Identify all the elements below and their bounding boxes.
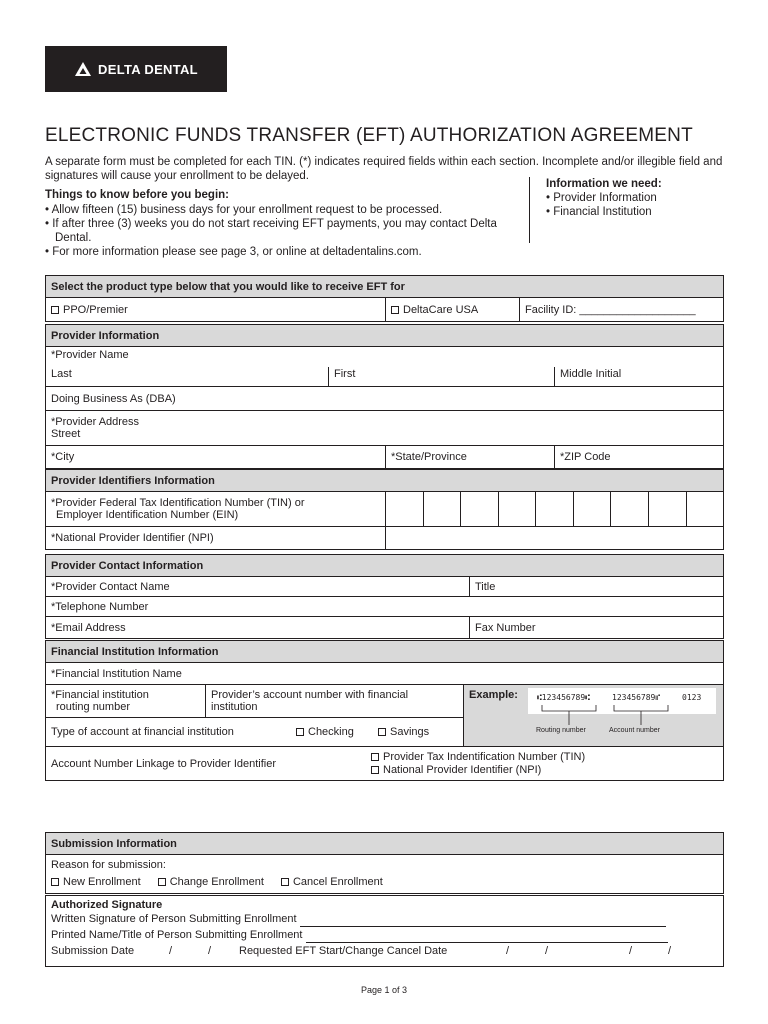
identifiers-header: Provider Identifiers Information (46, 470, 723, 492)
cancel-enrollment-label: Cancel Enrollment (292, 876, 383, 888)
tin-digit-box[interactable] (536, 492, 574, 526)
submission-header: Submission Information (46, 833, 723, 855)
phone-label: *Telephone Number (51, 600, 149, 613)
tin-digit-box[interactable] (386, 492, 424, 526)
npi-label: *National Provider Identifier (NPI) (51, 532, 214, 544)
deltacare-label: DeltaCare USA (403, 303, 479, 316)
institution-name-label: *Financial Institution Name (51, 667, 182, 680)
change-enrollment-option[interactable] (158, 876, 264, 888)
written-signature-line[interactable] (300, 917, 666, 927)
signature-section (45, 895, 724, 967)
routing-number-field[interactable] (46, 685, 206, 717)
new-enrollment-label: New Enrollment (63, 876, 141, 888)
tin-digit-box[interactable] (687, 492, 724, 526)
provider-name-label: *Provider Name (51, 349, 129, 361)
financial-header: Financial Institution Information (46, 641, 723, 663)
printed-name-row[interactable] (51, 927, 718, 943)
date-slash: / (629, 945, 633, 957)
middle-initial-field[interactable] (555, 367, 723, 386)
address-field[interactable] (46, 411, 723, 445)
link-tin-label: Provider Tax Indentification Number (TIN) (383, 750, 586, 763)
delta-triangle-icon (74, 61, 92, 77)
tin-label-cell (46, 492, 386, 526)
account-type-label: Type of account at financial institution (51, 726, 234, 738)
deltacare-checkbox[interactable] (391, 306, 399, 314)
first-name-label: First (334, 368, 356, 380)
state-field[interactable] (386, 446, 555, 468)
submission-section (45, 832, 724, 894)
last-name-field[interactable] (46, 367, 329, 386)
deltacare-option[interactable] (386, 298, 520, 321)
product-header: Select the product type below that you would like to receive EFT for (46, 276, 723, 298)
delta-dental-logo (45, 46, 227, 92)
account-label: Provider’s account number with financial (211, 689, 409, 701)
account-number-field[interactable] (206, 685, 463, 717)
product-section (45, 275, 724, 322)
things-item: • Allow fifteen (15) business days for your enrollment request to be processed. (45, 204, 443, 216)
logo-text: DELTA DENTAL (98, 61, 198, 77)
savings-label: Savings (390, 726, 430, 738)
link-npi-label: National Provider Identifier (NPI) (383, 763, 542, 776)
link-tin-checkbox[interactable] (371, 753, 379, 761)
need-item: • Provider Information (546, 192, 657, 204)
change-enrollment-checkbox[interactable] (158, 878, 166, 886)
city-label: *City (51, 451, 75, 463)
routing-caption: Routing number (536, 727, 586, 734)
tin-digit-box[interactable] (574, 492, 612, 526)
micr-account: 123456789⑈ (612, 693, 661, 702)
check-example (464, 685, 723, 746)
account-caption: Account number (609, 727, 660, 734)
signature-title: Authorized Signature (51, 899, 163, 911)
email-field[interactable] (46, 617, 470, 638)
linkage-label-cell (46, 747, 366, 780)
email-label: *Email Address (51, 621, 126, 634)
checking-checkbox[interactable] (296, 728, 304, 736)
contact-name-field[interactable] (46, 577, 470, 596)
tin-digit-box[interactable] (611, 492, 649, 526)
savings-option[interactable] (378, 726, 429, 738)
contact-header: Provider Contact Information (46, 555, 723, 577)
provider-header: Provider Information (46, 325, 723, 347)
fax-field[interactable] (470, 617, 723, 638)
submission-date-label: Submission Date (51, 945, 135, 957)
date-slash: / (506, 945, 510, 957)
npi-field[interactable] (386, 527, 723, 549)
contact-title-label: Title (475, 580, 496, 593)
reason-label: Reason for submission: (51, 859, 166, 871)
linkage-options (366, 747, 723, 780)
tin-digit-box[interactable] (461, 492, 499, 526)
date-slash: / (545, 945, 549, 957)
first-name-field[interactable] (329, 367, 555, 386)
npi-label-cell (46, 527, 386, 549)
contact-title-field[interactable] (470, 577, 723, 596)
things-list (45, 203, 525, 259)
change-enrollment-label: Change Enrollment (169, 876, 264, 888)
need-list (546, 191, 729, 219)
dates-row (51, 943, 718, 959)
written-signature-row[interactable] (51, 912, 718, 927)
link-npi-checkbox[interactable] (371, 766, 379, 774)
need-title: Information we need: (546, 178, 662, 190)
ein-label: Employer Identification Number (EIN) (56, 509, 239, 521)
phone-field[interactable] (46, 597, 723, 616)
institution-name-field[interactable] (46, 663, 723, 684)
zip-label: *ZIP Code (560, 451, 611, 463)
facility-id-field[interactable] (520, 298, 723, 321)
identifiers-section (45, 469, 724, 550)
date-slash: / (208, 945, 212, 957)
tin-digit-box[interactable] (424, 492, 462, 526)
new-enrollment-option[interactable] (51, 876, 141, 888)
tin-digit-boxes[interactable] (386, 492, 723, 526)
cancel-enrollment-checkbox[interactable] (281, 878, 289, 886)
routing-label-2: routing number (56, 701, 130, 713)
micr-check: 0123 (682, 693, 702, 702)
dba-field[interactable] (46, 387, 723, 410)
city-field[interactable] (46, 446, 386, 468)
contact-section (45, 554, 724, 639)
micr-brackets (528, 703, 716, 727)
facility-id-label: Facility ID: ___________________ (525, 303, 696, 316)
street-label: Street (51, 428, 81, 440)
printed-name-line[interactable] (306, 933, 668, 943)
date-slash: / (169, 945, 173, 957)
linkage-label: Account Number Linkage to Provider Identifier (51, 757, 277, 770)
date-slash: / (668, 945, 672, 957)
zip-field[interactable] (555, 446, 723, 468)
example-label: Example: (469, 689, 518, 701)
ppo-checkbox[interactable] (51, 306, 59, 314)
ppo-option[interactable] (46, 298, 386, 321)
middle-initial-label: Middle Initial (560, 368, 622, 380)
provider-section (45, 324, 724, 469)
link-tin-option[interactable] (371, 751, 585, 764)
things-title: Things to know before you begin: (45, 189, 229, 201)
ppo-label: PPO/Premier (63, 303, 128, 316)
address-label: *Provider Address (51, 416, 140, 428)
things-item: • If after three (3) weeks you do not start receiving EFT payments, you may contact Delta Dental. (45, 218, 497, 244)
written-signature-label: Written Signature of Person Submitting Enrollment (51, 913, 297, 925)
checking-label: Checking (308, 726, 354, 738)
page-title: ELECTRONIC FUNDS TRANSFER (EFT) AUTHORIZATION AGREEMENT (45, 125, 693, 146)
last-name-label: Last (51, 368, 72, 380)
account-type-row (46, 718, 463, 746)
info-needed-box (529, 177, 729, 243)
micr-routing: ⑆123456789⑆ (537, 693, 590, 702)
account-label-2: institution (211, 701, 258, 713)
reason-block (46, 855, 723, 893)
new-enrollment-checkbox[interactable] (51, 878, 59, 886)
tin-digit-box[interactable] (499, 492, 537, 526)
requested-date-label: Requested EFT Start/Change Cancel Date (239, 945, 448, 957)
checking-option[interactable] (296, 726, 378, 738)
cancel-enrollment-option[interactable] (281, 876, 383, 888)
dba-label: Doing Business As (DBA) (51, 392, 176, 405)
intro-text: A separate form must be completed for each TIN. (*) indicates required fields within each section. Incomplete and/or illegible field and signatures will cause your enrollment to be delayed. (45, 156, 723, 182)
things-item: • For more information please see page 3, or online at deltadentalins.com. (45, 246, 422, 258)
provider-name-block (46, 347, 723, 386)
financial-section (45, 640, 724, 781)
fax-label: Fax Number (475, 621, 536, 634)
tin-digit-box[interactable] (649, 492, 687, 526)
routing-label: *Financial institution (51, 689, 149, 701)
state-label: *State/Province (391, 451, 467, 463)
tin-label: *Provider Federal Tax Identification Number (TIN) or (51, 497, 305, 509)
page-number: Page 1 of 3 (360, 985, 408, 995)
need-item: • Financial Institution (546, 206, 652, 218)
link-npi-option[interactable] (371, 764, 541, 777)
contact-name-label: *Provider Contact Name (51, 580, 170, 593)
savings-checkbox[interactable] (378, 728, 386, 736)
printed-name-label: Printed Name/Title of Person Submitting Enrollment (51, 929, 303, 941)
